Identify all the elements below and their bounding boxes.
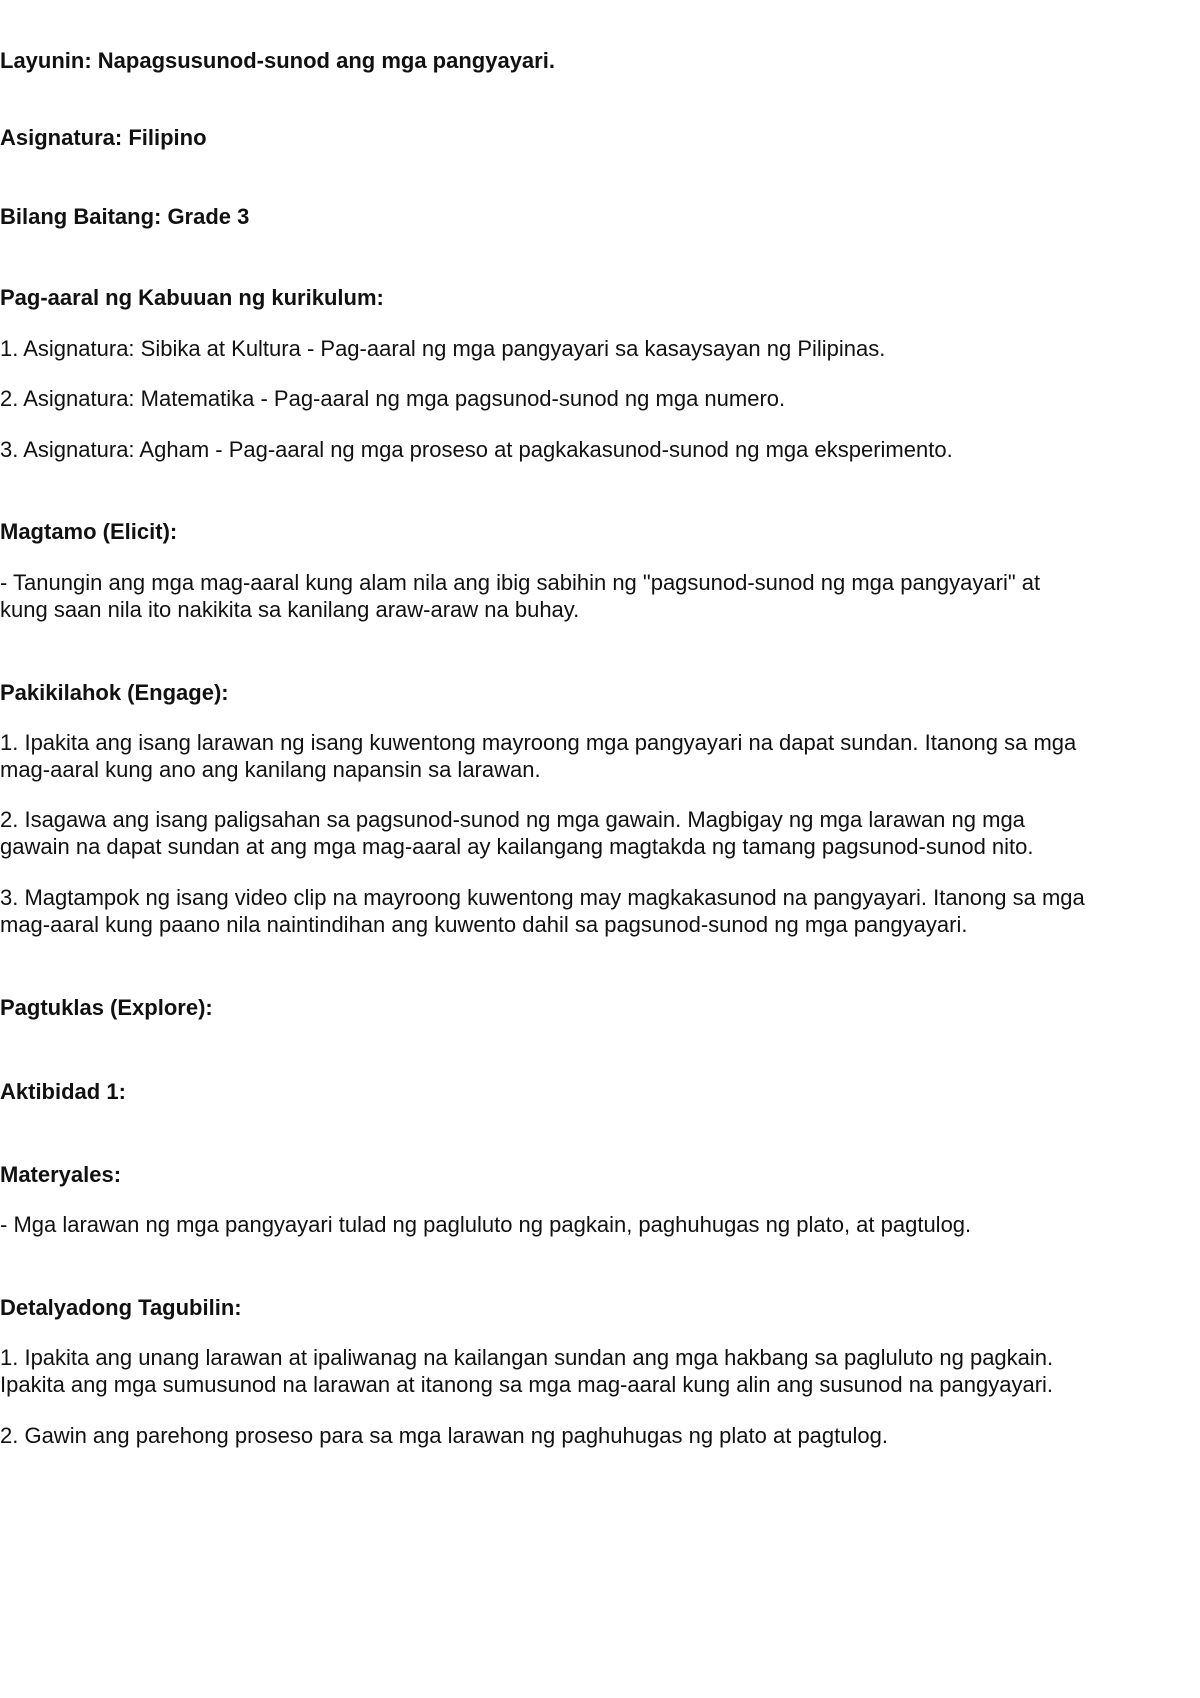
materyales-line: - Mga larawan ng mga pangyayari tulad ng pagluluto ng pagkain, paghuhugas ng plato, at pagtulog.	[0, 1212, 972, 1237]
pakikilahok-item-2-cont: gawain na dapat sundan at ang mga mag-aaral ay kailangang magtakda ng tamang pagsunod-sunod nito.	[0, 834, 1034, 859]
magtamo-heading: Magtamo (Elicit):	[0, 519, 178, 544]
magtamo-line: - Tanungin ang mga mag-aaral kung alam nila ang ibig sabihin ng "pagsunod-sunod ng mga pangyayari" at	[0, 570, 1041, 595]
asignatura-heading: Asignatura: Filipino	[0, 125, 207, 150]
pakikilahok-item-2: 2. Isagawa ang isang paligsahan sa pagsunod-sunod ng mga gawain. Magbigay ng mga larawan ng mga	[0, 807, 1025, 832]
tagubilin-heading: Detalyadong Tagubilin:	[0, 1295, 242, 1320]
pakikilahok-item-1: 1. Ipakita ang isang larawan ng isang kuwentong mayroong mga pangyayari na dapat sundan. Itanong sa mga	[0, 730, 1077, 755]
layunin-heading: Layunin: Napagsusunod-sunod ang mga pangyayari.	[0, 48, 555, 73]
kurikulum-item: 1. Asignatura: Sibika at Kultura - Pag-aaral ng mga pangyayari sa kasaysayan ng Pilipinas.	[0, 336, 886, 361]
pakikilahok-heading: Pakikilahok (Engage):	[0, 680, 229, 705]
pakikilahok-item-3: 3. Magtampok ng isang video clip na mayroong kuwentong may magkakasunod na pangyayari. Itanong sa mga	[0, 885, 1085, 910]
aktibidad-heading: Aktibidad 1:	[0, 1079, 126, 1104]
tagubilin-item-1: 1. Ipakita ang unang larawan at ipaliwanag na kailangan sundan ang mga hakbang sa pagluluto ng pagkain.	[0, 1345, 1054, 1370]
kurikulum-item: 2. Asignatura: Matematika - Pag-aaral ng mga pagsunod-sunod ng mga numero.	[0, 386, 786, 411]
materyales-heading: Materyales:	[0, 1162, 122, 1187]
kurikulum-heading: Pag-aaral ng Kabuuan ng kurikulum:	[0, 285, 384, 310]
tagubilin-item-1-cont: Ipakita ang mga sumusunod na larawan at itanong sa mga mag-aaral kung alin ang susunod na pangyayari.	[0, 1372, 1054, 1397]
magtamo-line: kung saan nila ito nakikita sa kanilang araw-araw na buhay.	[0, 597, 580, 622]
pakikilahok-item-3-cont: mag-aaral kung paano nila naintindihan ang kuwento dahil sa pagsunod-sunod ng mga pangyayari.	[0, 912, 968, 937]
pagtuklas-heading: Pagtuklas (Explore):	[0, 995, 213, 1020]
kurikulum-item: 3. Asignatura: Agham - Pag-aaral ng mga proseso at pagkakasunod-sunod ng mga eksperimento.	[0, 437, 953, 462]
pakikilahok-item-1-cont: mag-aaral kung ano ang kanilang napansin sa larawan.	[0, 757, 541, 782]
tagubilin-item-2: 2. Gawin ang parehong proseso para sa mga larawan ng paghuhugas ng plato at pagtulog.	[0, 1423, 888, 1448]
baitang-heading: Bilang Baitang: Grade 3	[0, 204, 250, 229]
